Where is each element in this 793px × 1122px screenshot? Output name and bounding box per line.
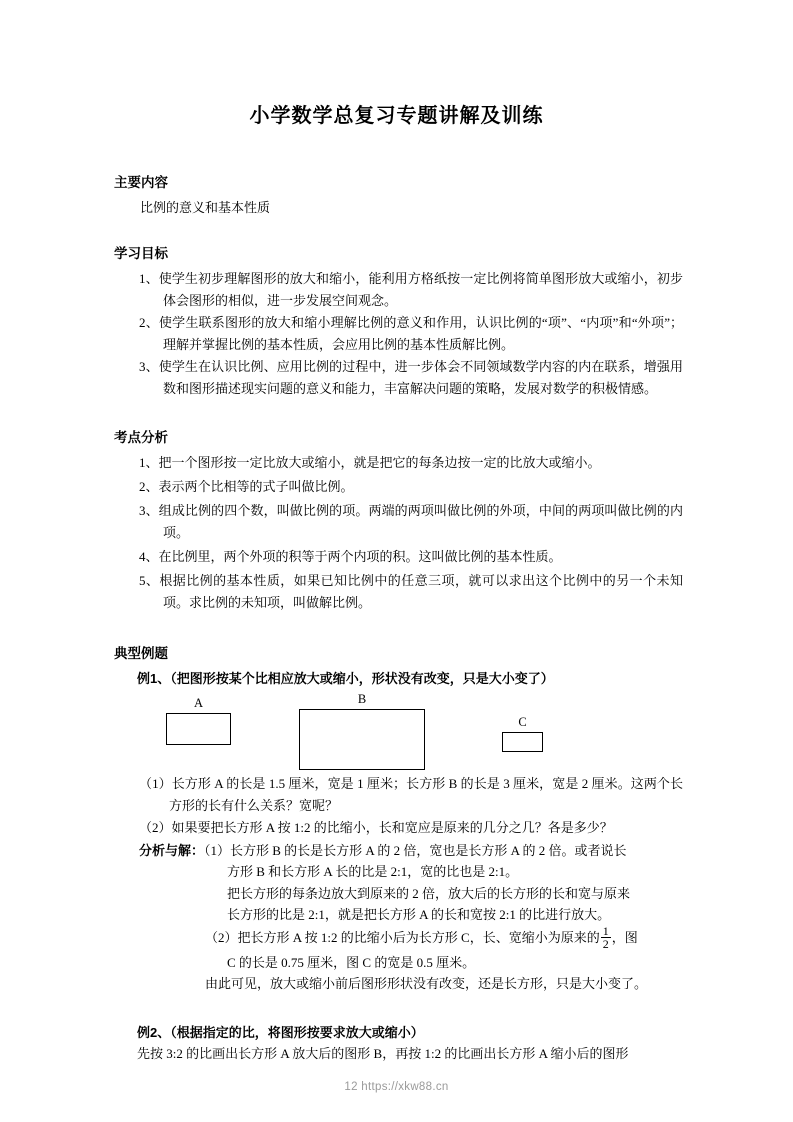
solution-lead-label: 分析与解： xyxy=(139,842,205,858)
question-index: （2） xyxy=(139,820,172,835)
solution-line: 由此可见，放大或缩小前后图形形状没有改变，还是长方形，只是大小变了。 xyxy=(205,976,648,992)
solution-text-after-fraction: ，图 xyxy=(611,929,638,945)
rectangle-b-shape xyxy=(299,709,425,770)
rectangle-a-label: A xyxy=(193,696,204,710)
list-item-index: 4、 xyxy=(139,549,159,564)
section-heading-objectives: 学习目标 xyxy=(114,246,168,261)
section-heading-main-content: 主要内容 xyxy=(114,175,168,190)
list-item xyxy=(139,500,683,544)
list-item-text: 使学生初步理解图形的放大和缩小，能利用方格纸按一定比例将简单图形放大或缩小，初步体会图形的相似，进一步发展空间观念。 xyxy=(158,271,683,308)
solution-line xyxy=(139,840,683,862)
list-item-text: 把一个图形按一定比放大或缩小，就是把它的每条边按一定的比放大或缩小。 xyxy=(158,455,601,470)
rectangle-a-shape xyxy=(166,713,231,745)
example1-title: 例1、（把图形按某个比相应放大或缩小，形状没有改变，只是大小变了） xyxy=(137,671,554,686)
example1-questions xyxy=(114,773,683,839)
list-item xyxy=(139,817,683,839)
solution-line: 把长方形的每条边放大到原来的 2 倍，放大后的长方形的长和宽与原来 xyxy=(227,885,631,901)
question-text: 如果要把长方形 A 按 1:2 的比缩小，长和宽应是原来的几分之几？各是多少？ xyxy=(171,820,613,835)
list-item-index: 5、 xyxy=(139,573,160,588)
solution-text: （1）长方形 B 的长是长方形 A 的 2 倍，宽也是长方形 A 的 2 倍。或者说长 xyxy=(204,842,627,858)
objectives-list xyxy=(114,268,683,399)
document-body xyxy=(114,173,683,1064)
list-item xyxy=(139,312,683,355)
fraction-one-half xyxy=(601,925,611,951)
example1-figure xyxy=(114,692,683,772)
solution-line: C 的长是 0.75 厘米，图 C 的宽是 0.5 厘米。 xyxy=(227,954,476,970)
list-item-text: 表示两个比相等的式子叫做比例。 xyxy=(158,479,354,494)
question-index: （1） xyxy=(139,776,172,791)
list-item xyxy=(139,452,683,474)
example1-solution xyxy=(139,840,683,995)
list-item xyxy=(139,476,683,498)
rectangle-a xyxy=(166,696,231,745)
spacer xyxy=(114,995,683,1017)
section-heading-examples: 典型例题 xyxy=(114,646,168,661)
fraction-denominator: 2 xyxy=(602,937,609,952)
list-item-text: 根据比例的基本性质，如果已知比例中的任意三项，就可以求出这个比例中的另一个未知项。求比例的未知项，叫做解比例。 xyxy=(159,573,683,610)
list-item-text: 使学生在认识比例、应用比例的过程中，进一步体会不同领域数学内容的内在联系，增强用数和图形描述现实问题的意义和能力，丰富解决问题的策略，发展对数学的积极情感。 xyxy=(158,359,683,396)
list-item-index: 3、 xyxy=(139,359,159,374)
list-item xyxy=(139,356,683,399)
list-item-text: 组成比例的四个数，叫做比例的项。两端的两项叫做比例的外项，中间的两项叫做比例的内项。 xyxy=(158,503,683,540)
list-item-index: 1、 xyxy=(139,455,159,470)
solution-line-with-fraction xyxy=(205,923,683,952)
page-footer-watermark: 12 https://xkw88.cn xyxy=(344,1081,449,1093)
list-item-index: 2、 xyxy=(139,479,159,494)
list-item-text: 使学生联系图形的放大和缩小理解比例的意义和作用，认识比例的“项”、“内项”和“外项”；理解并掌握比例的基本性质，会应用比例的基本性质解比例。 xyxy=(158,315,683,352)
solution-line: 方形 B 和长方形 A 长的比是 2:1，宽的比也是 2:1。 xyxy=(227,864,519,879)
list-item xyxy=(139,546,683,568)
example2-text: 先按 3:2 的比画出长方形 A 放大后的图形 B，再按 1:2 的比画出长方形 A 缩小后的图形 xyxy=(137,1045,629,1061)
main-content-text: 比例的意义和基本性质 xyxy=(140,200,271,215)
rectangle-c-label: C xyxy=(518,715,527,729)
list-item-text: 在比例里，两个外项的积等于两个内项的积。这叫做比例的基本性质。 xyxy=(158,549,562,564)
list-item xyxy=(139,570,683,614)
exam-points-list xyxy=(114,452,683,614)
rectangle-c xyxy=(502,715,543,752)
section-heading-exam-points: 考点分析 xyxy=(114,430,168,445)
list-item xyxy=(139,268,683,311)
rectangle-c-shape xyxy=(502,732,543,752)
list-item-index: 1、 xyxy=(139,271,159,286)
solution-text-before-fraction: （2）把长方形 A 按 1:2 的比缩小后为长方形 C，长、宽缩小为原来的 xyxy=(205,929,600,945)
list-item-index: 2、 xyxy=(139,315,159,330)
solution-line: 长方形的比是 2:1，就是把长方形 A 的长和宽按 2:1 的比进行放大。 xyxy=(227,907,611,922)
list-item xyxy=(139,773,683,816)
list-item-index: 3、 xyxy=(139,503,159,518)
fraction-numerator: 1 xyxy=(602,923,609,938)
page-title: 小学数学总复习专题讲解及训练 xyxy=(249,105,544,127)
example2-title: 例2、（根据指定的比，将图形按要求放大或缩小） xyxy=(137,1024,424,1040)
question-text: 长方形 A 的长是 1.5 厘米，宽是 1 厘米；长方形 B 的长是 3 厘米，宽是 2 厘米。这两个长方形的长有什么关系？宽呢？ xyxy=(169,776,683,813)
rectangle-b-label: B xyxy=(357,692,367,706)
rectangle-b xyxy=(299,692,425,770)
